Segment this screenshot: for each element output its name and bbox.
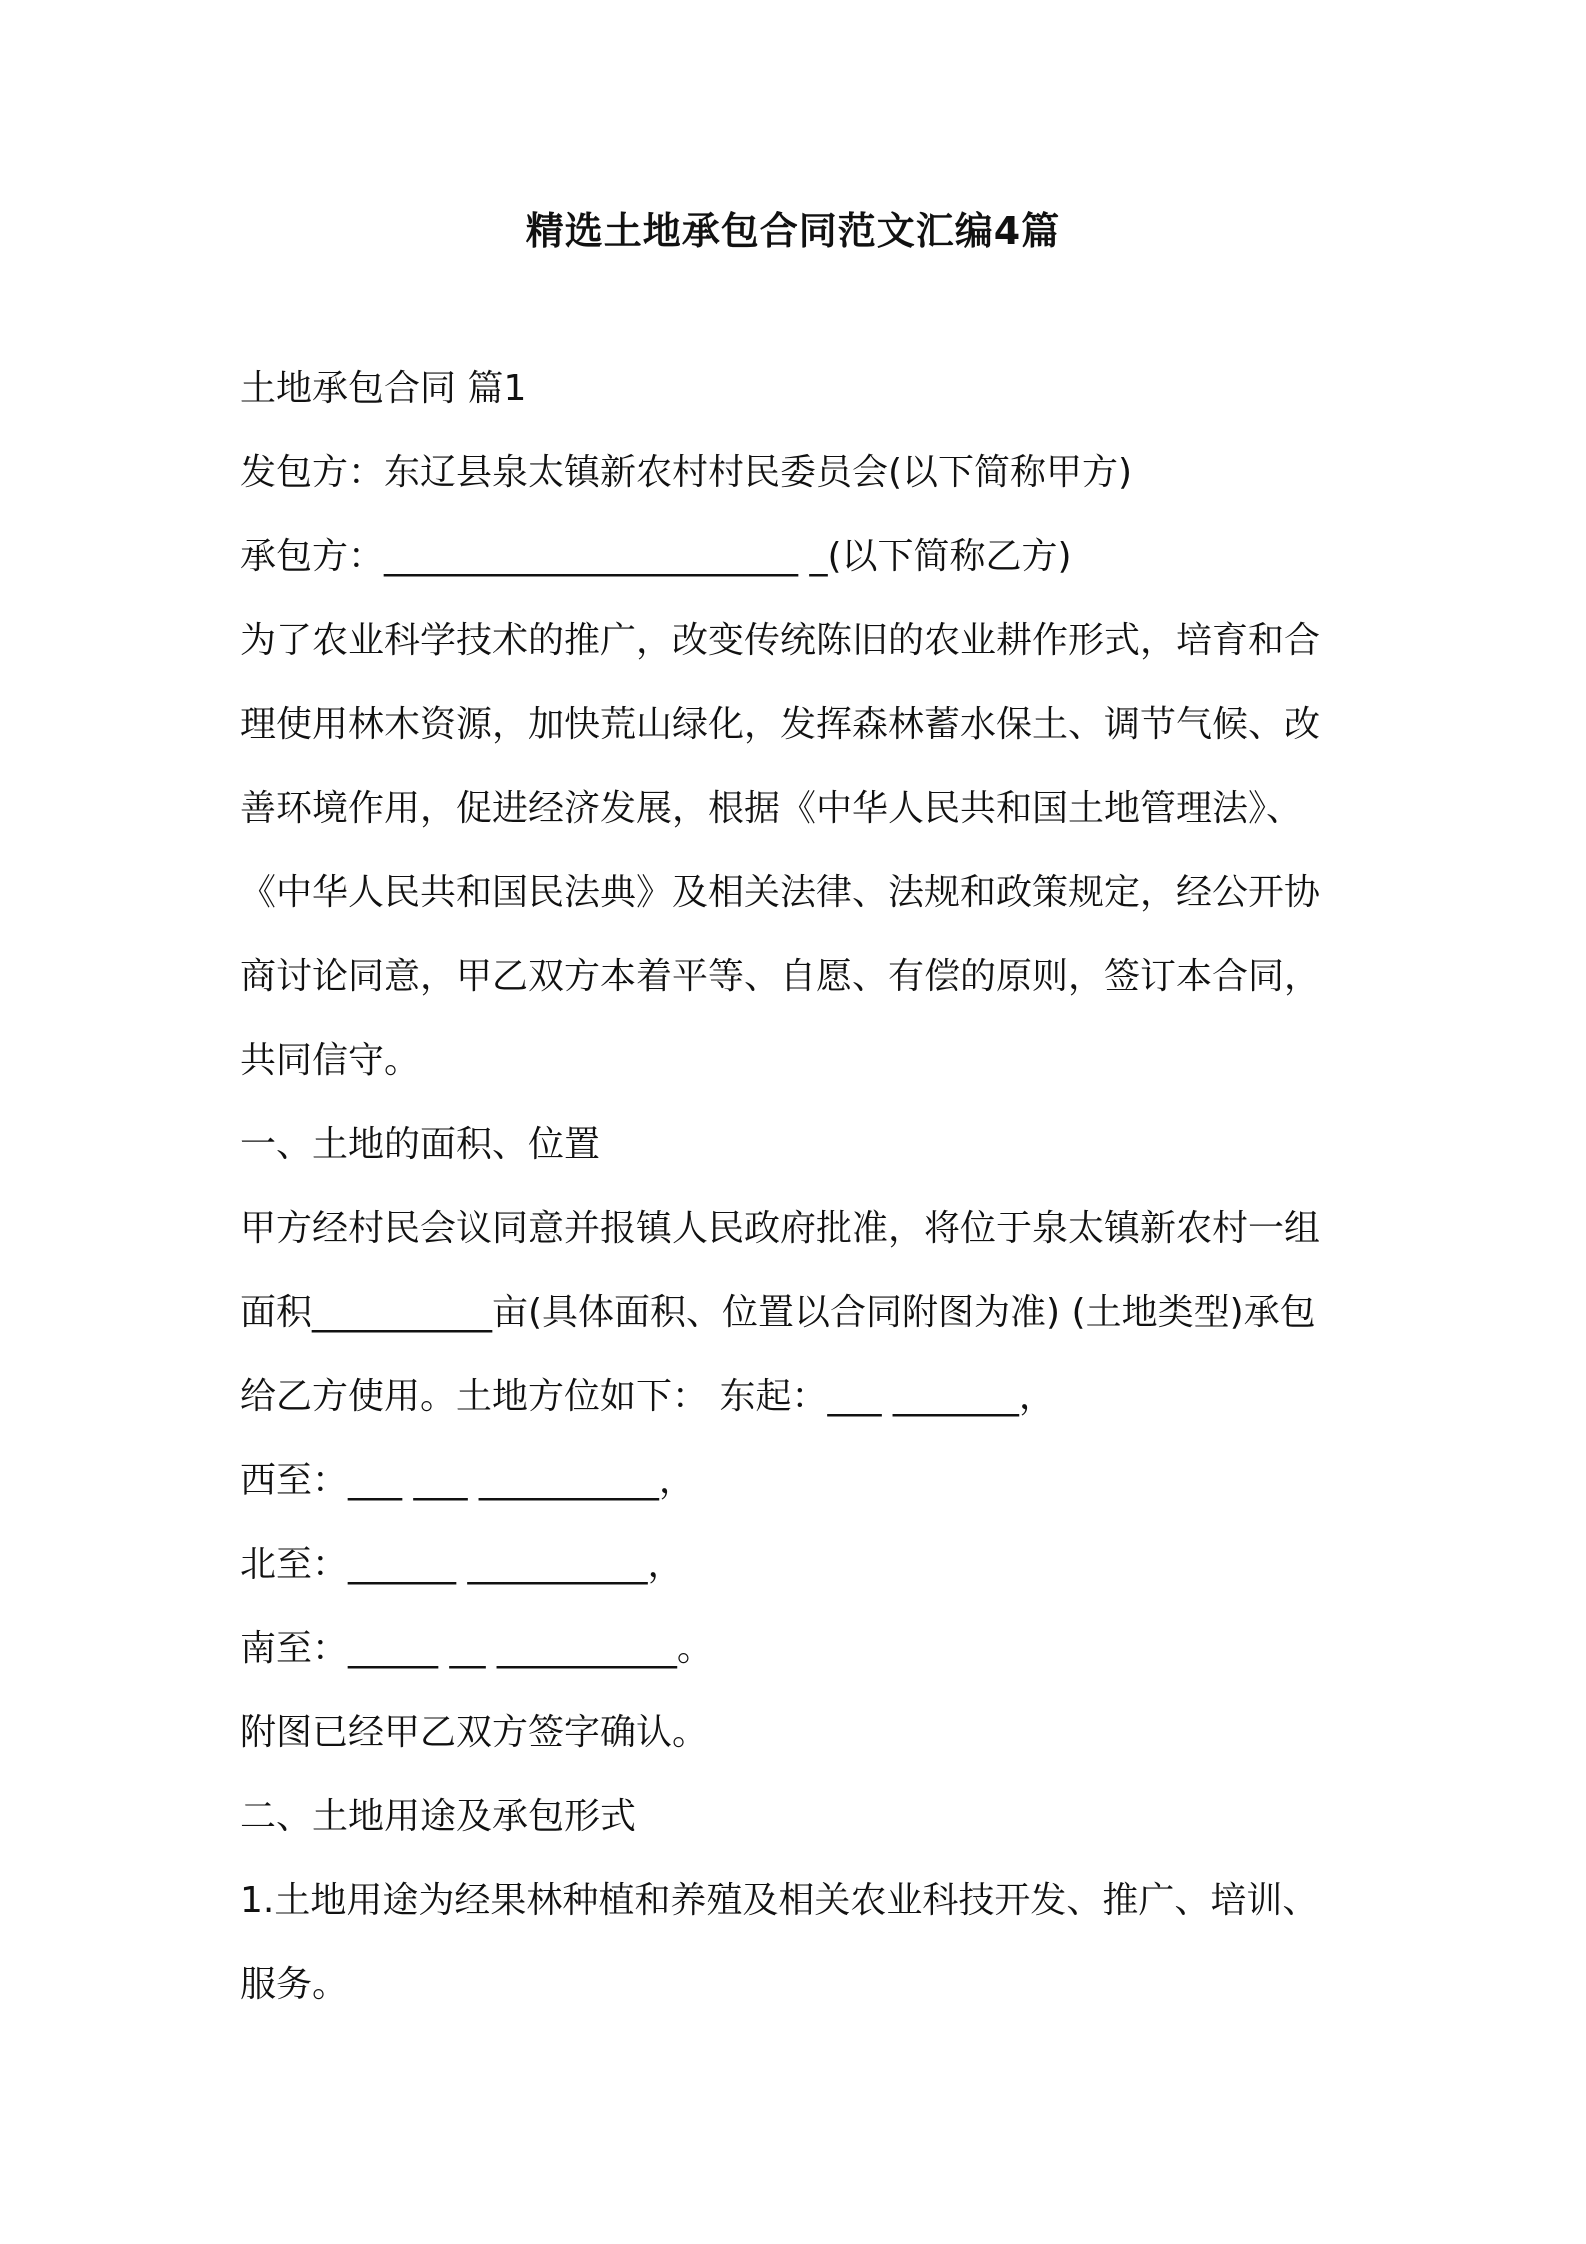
paragraph-line-boundary-west: 西至：___ ___ __________， xyxy=(240,1460,695,1501)
paragraph-line: 为了农业科学技术的推广，改变传统陈旧的农业耕作形式，培育和合 xyxy=(240,620,1321,661)
paragraph-line: 善环境作用，促进经济发展，根据《中华人民共和国土地管理法》、 xyxy=(240,788,1303,829)
paragraph-line: 甲方经村民会议同意并报镇人民政府批准，将位于泉太镇新农村一组 xyxy=(240,1208,1321,1249)
section-heading: 土地承包合同 篇1 xyxy=(240,368,527,409)
paragraph-line: 服务。 xyxy=(240,1964,349,2005)
paragraph-line: 《中华人民共和国民法典》及相关法律、法规和政策规定，经公开协 xyxy=(240,872,1321,913)
paragraph-line-contractor-issuer: 发包方：东辽县泉太镇新农村村民委员会(以下简称甲方) xyxy=(240,452,1133,493)
paragraph-line: 理使用林木资源，加快荒山绿化，发挥森林蓄水保土、调节气候、改 xyxy=(240,704,1321,745)
paragraph-line-boundary-east: 给乙方使用。土地方位如下： 东起：___ _______， xyxy=(240,1376,1055,1417)
paragraph-line: 1.土地用途为经果林种植和养殖及相关农业科技开发、推广、培训、 xyxy=(240,1880,1319,1921)
paragraph-line: 附图已经甲乙双方签字确认。 xyxy=(240,1712,709,1753)
paragraph-line-contractor-receiver: 承包方：_______________________ _(以下简称乙方) xyxy=(240,536,1072,577)
clause-heading-land-use: 二、土地用途及承包形式 xyxy=(240,1796,637,1837)
paragraph-line: 商讨论同意，甲乙双方本着平等、自愿、有偿的原则，签订本合同， xyxy=(240,956,1321,997)
paragraph-line-boundary-south: 南至：_____ __ __________。 xyxy=(240,1628,713,1669)
paragraph-line: 面积__________亩(具体面积、位置以合同附图为准) (土地类型)承包 xyxy=(240,1292,1316,1333)
document-title: 精选土地承包合同范文汇编4篇 xyxy=(525,209,1061,253)
paragraph-line: 共同信守。 xyxy=(240,1040,421,1081)
clause-heading-area-location: 一、土地的面积、位置 xyxy=(240,1124,601,1165)
paragraph-line-boundary-north: 北至：______ __________， xyxy=(240,1544,684,1585)
